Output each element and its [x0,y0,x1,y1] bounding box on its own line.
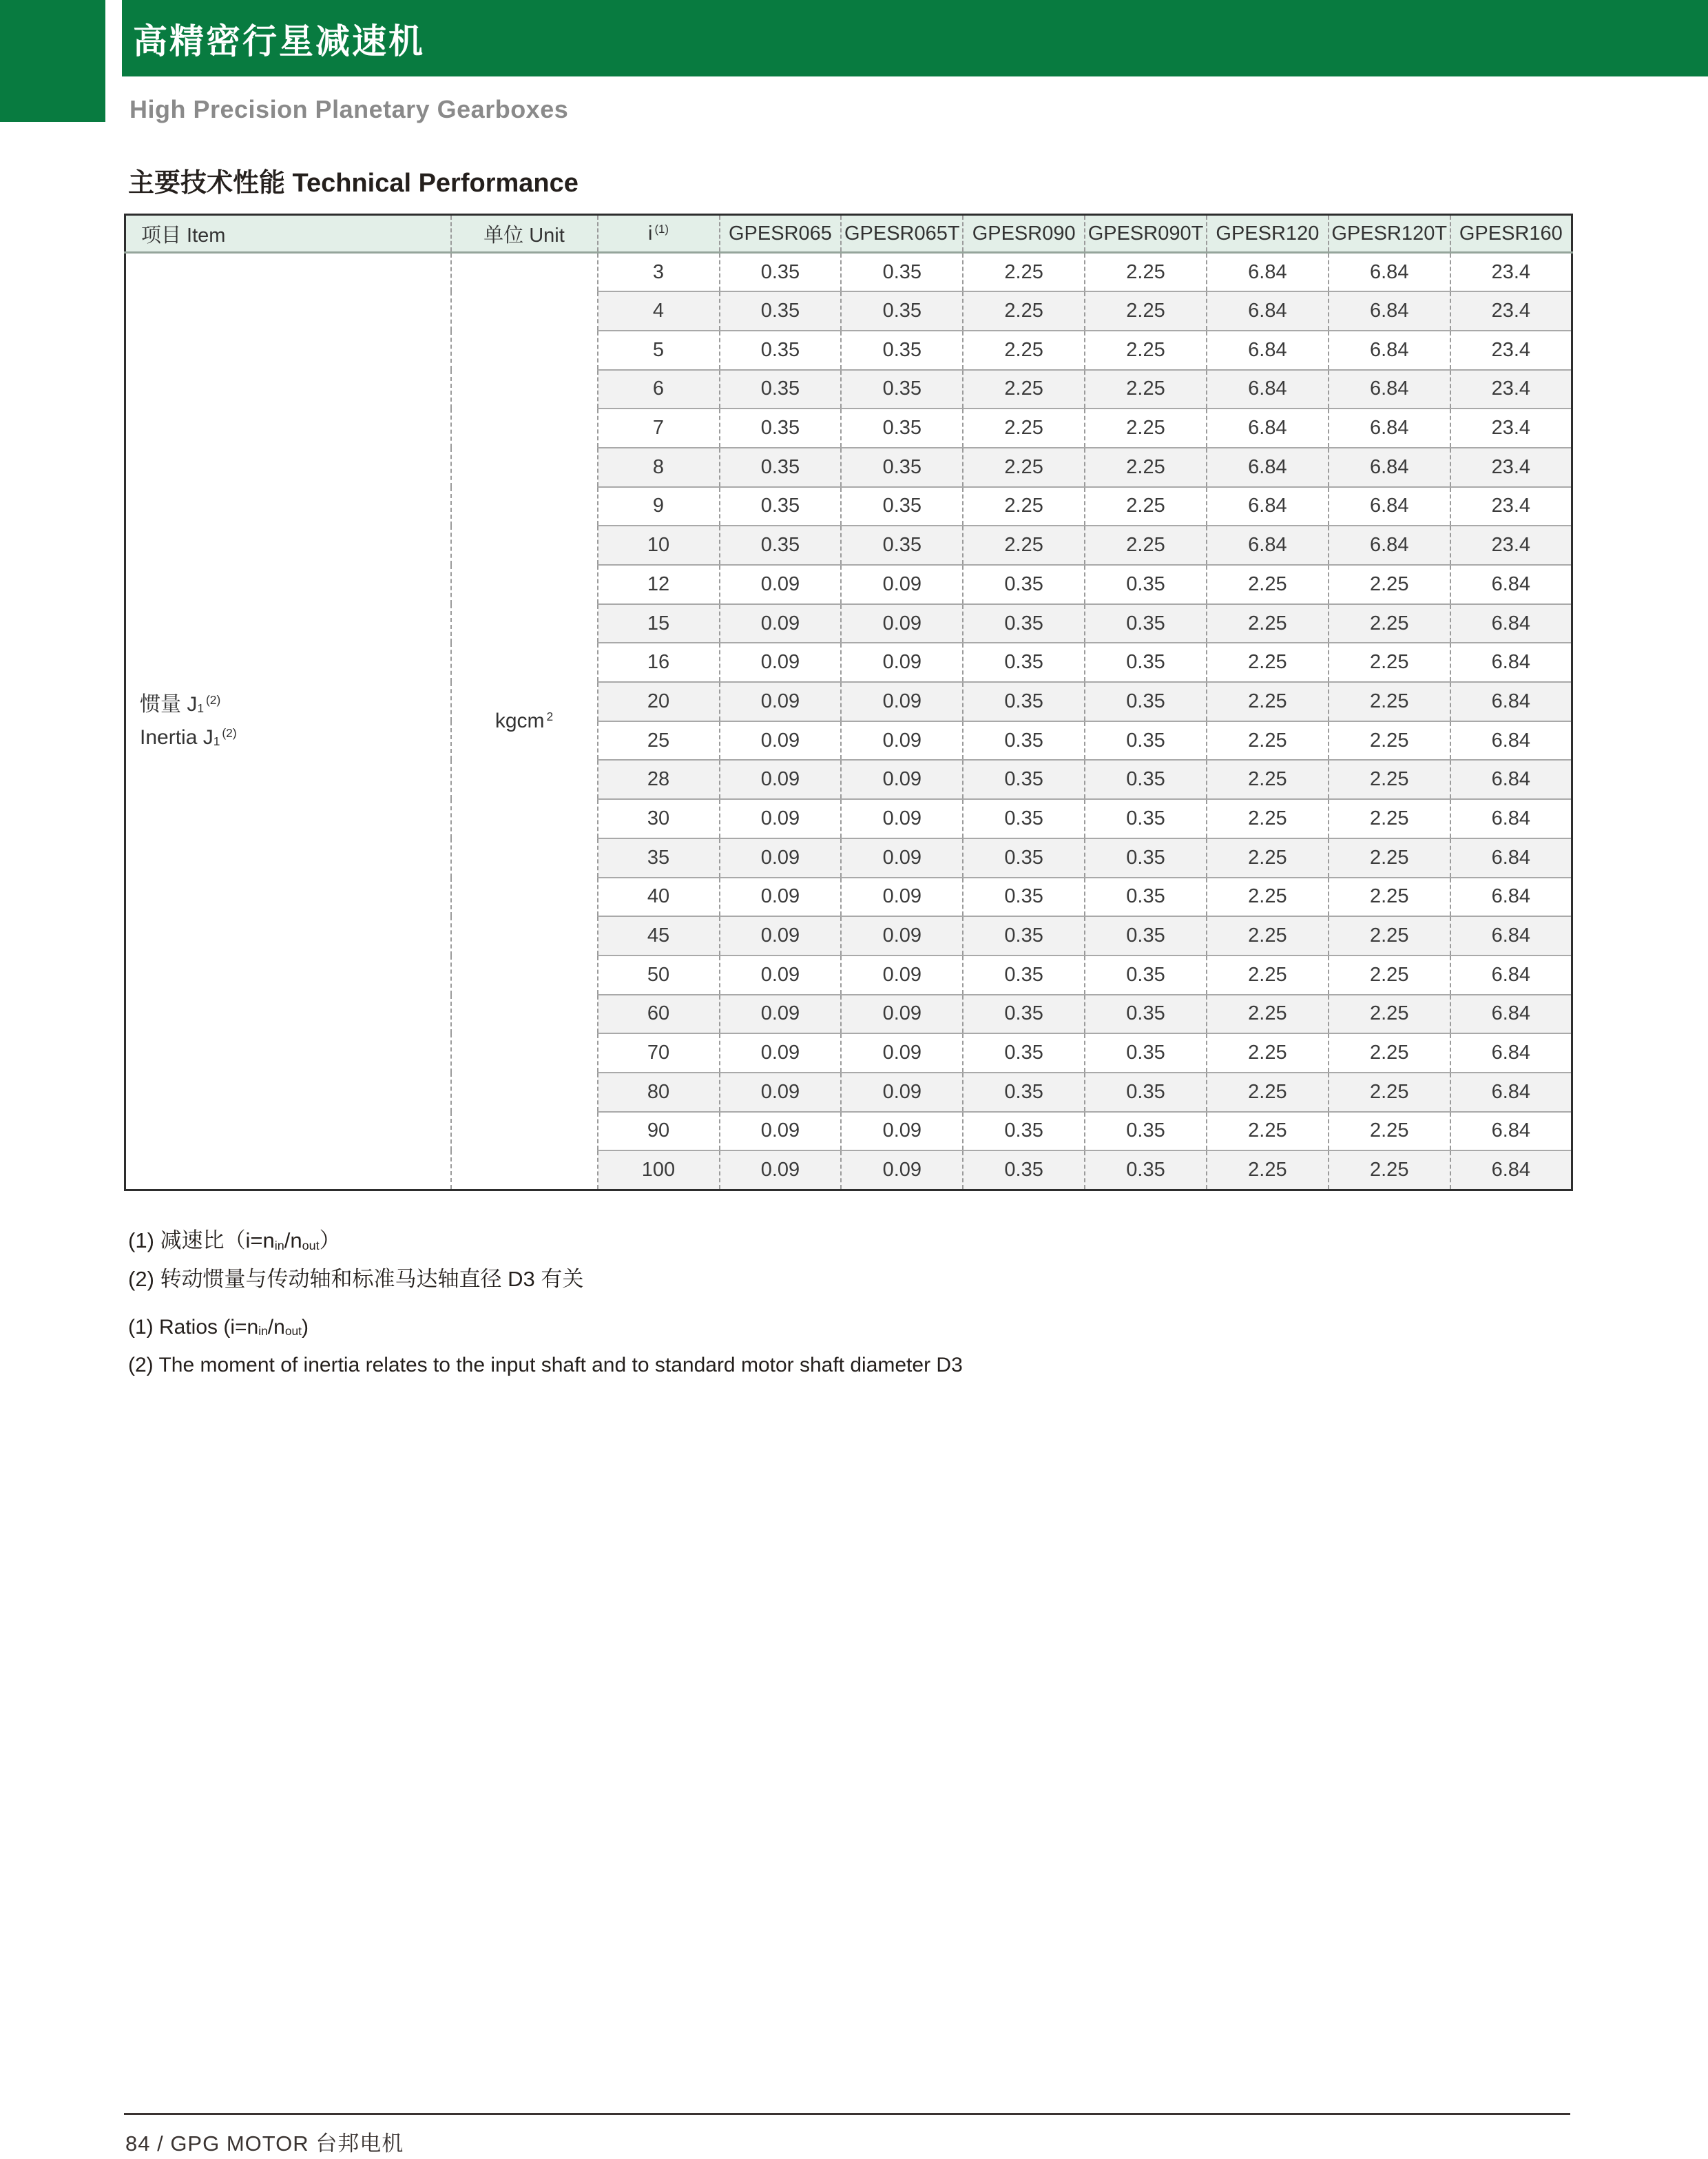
data-cell: 23.4 [1450,448,1572,487]
data-cell: 0.09 [720,995,842,1034]
data-cell: 6.84 [1329,526,1450,565]
page-header-bar [122,0,1708,76]
data-cell: 0.09 [720,682,842,721]
data-cell: 23.4 [1450,526,1572,565]
data-cell: 2.25 [1207,1150,1329,1190]
data-cell: 0.35 [720,331,842,370]
ratio-cell: 15 [598,604,720,643]
data-cell: 0.35 [720,448,842,487]
column-header-item: 项目 Item [125,215,451,253]
data-cell: 0.09 [720,878,842,917]
data-cell: 2.25 [1085,487,1207,526]
footnotes-zh [128,1228,583,1302]
data-cell: 2.25 [1085,291,1207,331]
data-cell: 0.09 [841,955,963,995]
data-cell: 0.35 [841,291,963,331]
data-cell: 23.4 [1450,370,1572,409]
data-cell: 0.09 [720,760,842,799]
data-cell: 2.25 [1329,760,1450,799]
data-cell: 6.84 [1329,487,1450,526]
data-cell: 2.25 [1207,955,1329,995]
data-cell: 6.84 [1207,291,1329,331]
item-cell-inertia [125,253,451,1190]
ratio-cell: 35 [598,838,720,878]
data-cell: 2.25 [1207,1033,1329,1073]
footnote-inertia-zh: (2) 转动惯量与传动轴和标准马达轴直径 D3 有关 [128,1267,584,1291]
ratio-cell: 30 [598,799,720,838]
data-cell: 0.09 [720,1073,842,1112]
data-cell: 6.84 [1207,448,1329,487]
item-label-en: Inertia $J_1^{(2)}$ [140,725,237,749]
ratio-cell: 100 [598,1150,720,1190]
left-green-stripe [0,0,105,122]
data-cell: 2.25 [963,253,1085,292]
data-cell: 0.09 [841,760,963,799]
table-row [125,253,1572,292]
data-cell: 2.25 [1329,721,1450,761]
data-cell: 0.35 [841,370,963,409]
column-header-ratio: i $^{(1)}$ [598,215,720,253]
ratio-cell: 5 [598,331,720,370]
data-cell: 2.25 [1085,253,1207,292]
data-cell: 2.25 [1329,682,1450,721]
ratio-cell: 40 [598,878,720,917]
data-cell: 0.09 [720,721,842,761]
data-cell: 2.25 [1207,643,1329,682]
data-cell: 0.35 [963,995,1085,1034]
data-cell: 23.4 [1450,291,1572,331]
data-cell: 6.84 [1450,955,1572,995]
column-header-unit: 单位 Unit [451,215,598,253]
data-cell: 0.35 [963,643,1085,682]
technical-performance-table [124,214,1573,1191]
data-cell: 2.25 [1207,878,1329,917]
data-cell: 0.35 [1085,878,1207,917]
data-cell: 6.84 [1450,916,1572,955]
data-cell: 2.25 [1085,409,1207,448]
data-cell: 0.35 [1085,955,1207,995]
table-body [125,253,1572,1190]
data-cell: 2.25 [1085,448,1207,487]
ratio-cell: 28 [598,760,720,799]
data-cell: 0.35 [1085,916,1207,955]
ratio-cell: 7 [598,409,720,448]
data-cell: 0.35 [1085,721,1207,761]
data-cell: 0.35 [1085,760,1207,799]
data-cell: 0.09 [720,604,842,643]
data-cell: 2.25 [1329,878,1450,917]
data-cell: 2.25 [1207,565,1329,604]
ratio-cell: 20 [598,682,720,721]
data-cell: 2.25 [963,526,1085,565]
data-cell: 6.84 [1450,1073,1572,1112]
footnote-ratio-en: (1) Ratios $(i=n_{in}/n_{out})$ [128,1316,309,1339]
ratio-cell: 4 [598,291,720,331]
ratio-cell: 6 [598,370,720,409]
data-cell: 23.4 [1450,487,1572,526]
ratio-cell: 8 [598,448,720,487]
data-cell: 6.84 [1450,995,1572,1034]
data-cell: 2.25 [1329,565,1450,604]
data-cell: 2.25 [1329,838,1450,878]
column-header-model: GPESR120T [1329,215,1450,253]
data-cell: 0.09 [841,1150,963,1190]
data-cell: 2.25 [1329,1112,1450,1151]
data-cell: 2.25 [1207,760,1329,799]
data-cell: 0.09 [841,799,963,838]
column-header-model: GPESR065T [841,215,963,253]
column-header-model: GPESR090 [963,215,1085,253]
data-cell: 6.84 [1450,565,1572,604]
data-cell: 0.35 [963,878,1085,917]
data-cell: 6.84 [1450,878,1572,917]
data-cell: 6.84 [1207,487,1329,526]
data-cell: 0.09 [841,604,963,643]
ratio-cell: 10 [598,526,720,565]
data-cell: 0.35 [963,799,1085,838]
data-cell: 0.09 [841,682,963,721]
data-cell: 0.09 [841,838,963,878]
data-cell: 0.35 [720,409,842,448]
data-cell: 6.84 [1450,1112,1572,1151]
footnote-inertia-en: (2) The moment of inertia relates to the input shaft and to standard motor shaft diameter D3 [128,1354,963,1376]
data-cell: 2.25 [1329,643,1450,682]
column-header-model: GPESR120 [1207,215,1329,253]
data-cell: 2.25 [1207,682,1329,721]
ratio-cell: 70 [598,1033,720,1073]
data-cell: 0.09 [720,799,842,838]
data-cell: 23.4 [1450,253,1572,292]
data-cell: 2.25 [1207,799,1329,838]
data-cell: 0.35 [841,526,963,565]
column-header-model: GPESR065 [720,215,842,253]
data-cell: 6.84 [1450,1150,1572,1190]
data-cell: 2.25 [1207,604,1329,643]
data-cell: 0.35 [720,291,842,331]
data-cell: 2.25 [963,331,1085,370]
data-cell: 0.35 [720,253,842,292]
data-cell: 0.35 [963,1150,1085,1190]
data-cell: 0.35 [841,409,963,448]
data-cell: 0.35 [720,487,842,526]
data-cell: 2.25 [1329,799,1450,838]
ratio-cell: 16 [598,643,720,682]
column-header-model: GPESR090T [1085,215,1207,253]
data-cell: 0.35 [1085,604,1207,643]
data-cell: 0.09 [841,916,963,955]
data-cell: 2.25 [963,487,1085,526]
data-cell: 0.35 [1085,1150,1207,1190]
data-cell: 2.25 [1207,995,1329,1034]
data-cell: 0.35 [1085,1073,1207,1112]
data-cell: 0.35 [1085,799,1207,838]
table-header-row [125,215,1572,253]
data-cell: 0.35 [963,955,1085,995]
section-title: 主要技术性能 Technical Performance [128,169,579,198]
data-cell: 0.35 [963,838,1085,878]
data-cell: 0.09 [720,1112,842,1151]
data-cell: 23.4 [1450,331,1572,370]
data-cell: 6.84 [1329,370,1450,409]
data-cell: 2.25 [1329,955,1450,995]
data-cell: 0.35 [963,565,1085,604]
data-cell: 6.84 [1450,1033,1572,1073]
data-cell: 0.09 [841,1073,963,1112]
data-cell: 6.84 [1207,409,1329,448]
data-cell: 23.4 [1450,409,1572,448]
ratio-cell: 50 [598,955,720,995]
data-cell: 0.09 [720,1150,842,1190]
data-cell: 0.35 [841,253,963,292]
item-label-zh: 惯量 $J_1^{(2)}$ [140,692,221,716]
ratio-cell: 25 [598,721,720,761]
data-cell: 0.35 [963,916,1085,955]
data-cell: 2.25 [1207,721,1329,761]
ratio-cell: 45 [598,916,720,955]
column-header-model: GPESR160 [1450,215,1572,253]
data-cell: 2.25 [1085,331,1207,370]
data-cell: 0.35 [1085,565,1207,604]
ratio-cell: 90 [598,1112,720,1151]
data-cell: 0.35 [1085,682,1207,721]
data-cell: 6.84 [1450,721,1572,761]
data-cell: 0.09 [841,565,963,604]
data-cell: 0.35 [963,721,1085,761]
data-cell: 0.09 [720,565,842,604]
data-cell: 0.35 [963,1112,1085,1151]
data-cell: 0.35 [841,487,963,526]
data-cell: 0.09 [720,955,842,995]
ratio-cell: 3 [598,253,720,292]
data-cell: 2.25 [1207,1112,1329,1151]
data-cell: 0.35 [1085,643,1207,682]
data-cell: 6.84 [1329,331,1450,370]
data-cell: 6.84 [1207,526,1329,565]
data-cell: 2.25 [1329,995,1450,1034]
data-cell: 6.84 [1450,682,1572,721]
data-cell: 2.25 [1329,916,1450,955]
data-cell: 6.84 [1450,799,1572,838]
data-cell: 6.84 [1207,331,1329,370]
data-cell: 2.25 [963,448,1085,487]
data-cell: 0.35 [963,604,1085,643]
data-cell: 6.84 [1207,370,1329,409]
data-cell: 0.35 [1085,1033,1207,1073]
data-cell: 6.84 [1450,838,1572,878]
data-cell: 2.25 [963,370,1085,409]
data-cell: 6.84 [1329,291,1450,331]
data-cell: 6.84 [1450,643,1572,682]
ratio-cell: 12 [598,565,720,604]
data-cell: 2.25 [1207,1073,1329,1112]
ratio-cell: 9 [598,487,720,526]
page-title-zh: 高精密行星减速机 [133,21,425,61]
data-cell: 0.35 [963,682,1085,721]
data-cell: 6.84 [1329,448,1450,487]
data-cell: 0.09 [720,1033,842,1073]
footer-divider [124,2113,1570,2115]
data-cell: 0.09 [841,878,963,917]
data-cell: 2.25 [1329,1073,1450,1112]
data-cell: 2.25 [1329,1033,1450,1073]
data-cell: 6.84 [1329,409,1450,448]
data-cell: 0.35 [841,448,963,487]
data-cell: 0.35 [963,1073,1085,1112]
data-cell: 0.09 [841,643,963,682]
footnote-ratio-zh: (1) 减速比$(i=n_{in}/n_{out})$ [128,1228,341,1252]
data-cell: 2.25 [963,291,1085,331]
data-cell: 6.84 [1207,253,1329,292]
data-cell: 0.09 [841,1112,963,1151]
data-cell: 0.09 [720,916,842,955]
page-subtitle-en: High Precision Planetary Gearboxes [129,95,569,123]
data-cell: 6.84 [1329,253,1450,292]
data-cell: 0.35 [963,760,1085,799]
data-cell: 0.09 [841,721,963,761]
data-cell: 6.84 [1450,760,1572,799]
data-cell: 0.35 [720,370,842,409]
data-cell: 2.25 [1207,838,1329,878]
data-cell: 2.25 [963,409,1085,448]
data-cell: 0.35 [841,331,963,370]
data-cell: 0.35 [1085,838,1207,878]
data-cell: 2.25 [1207,916,1329,955]
ratio-cell: 80 [598,1073,720,1112]
footnotes-en [128,1314,963,1388]
data-cell: 0.35 [1085,995,1207,1034]
data-cell: 0.35 [720,526,842,565]
data-cell: 0.09 [720,838,842,878]
data-cell: 2.25 [1329,604,1450,643]
data-cell: 0.35 [963,1033,1085,1073]
data-cell: 2.25 [1085,370,1207,409]
data-cell: 0.09 [841,995,963,1034]
unit-cell: kgcm $^2$ [451,253,598,1190]
footer-page-info: 84 / GPG MOTOR 台邦电机 [125,2131,404,2156]
data-cell: 0.09 [720,643,842,682]
data-cell: 2.25 [1329,1150,1450,1190]
data-cell: 0.09 [841,1033,963,1073]
ratio-cell: 60 [598,995,720,1034]
data-cell: 6.84 [1450,604,1572,643]
data-cell: 2.25 [1085,526,1207,565]
data-cell: 0.35 [1085,1112,1207,1151]
